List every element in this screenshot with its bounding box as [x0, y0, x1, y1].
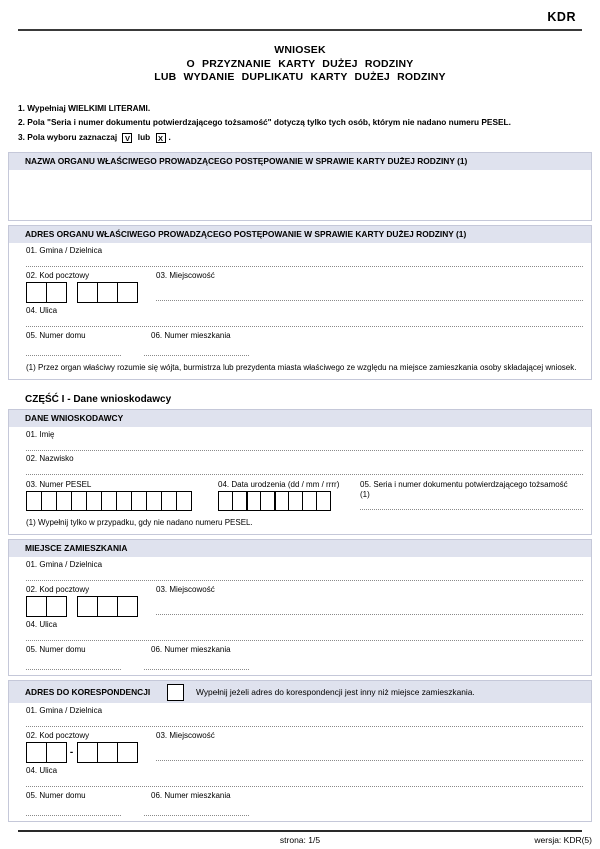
imie-label: 01. Imię: [26, 430, 55, 439]
residence-number-lines: [26, 669, 591, 670]
correspondence-numer-mieszkania-label: 06. Numer mieszkania: [151, 791, 231, 800]
organ-ulica-input-line[interactable]: [26, 316, 583, 327]
correspondence-numer-domu-input-line[interactable]: [26, 815, 121, 816]
instruction-3-or: lub: [137, 131, 151, 142]
form-title: [0, 44, 600, 85]
instruction-3-period: .: [168, 131, 171, 142]
organ-miejscowosc-label: 03. Miejscowość: [156, 271, 215, 280]
correspondence-note: Wypełnij jeżeli adres do korespondencji jest inny niż miejsce zamieszkania.: [196, 686, 475, 697]
correspondence-postal-row: [9, 728, 591, 763]
organ-gmina-label: 01. Gmina / Dzielnica: [26, 246, 103, 255]
residence-body: [9, 557, 591, 675]
residence-numer-mieszkania-label: 06. Numer mieszkania: [151, 645, 231, 654]
residence-kod-label: 02. Kod pocztowy: [26, 585, 90, 594]
organ-numer-mieszkania-input-line[interactable]: [144, 355, 249, 356]
form-title-line1: WNIOSEK: [274, 44, 326, 56]
footer: [0, 835, 600, 846]
form-version: wersja: KDR(5): [534, 835, 592, 845]
applicant-id-row: [9, 477, 591, 511]
organ-name-input-area[interactable]: [9, 170, 591, 220]
residence-miejscowosc-label: 03. Miejscowość: [156, 585, 215, 594]
correspondence-miejscowosc-input-line[interactable]: [156, 760, 583, 761]
organ-postal-row: [9, 268, 591, 303]
section-applicant-title: DANE WNIOSKODAWCY: [9, 410, 591, 427]
residence-gmina-label: 01. Gmina / Dzielnica: [26, 560, 103, 569]
organ-postal-code-boxes[interactable]: [26, 282, 156, 303]
organ-numer-mieszkania-label: 06. Numer mieszkania: [151, 331, 231, 340]
section-residence-title: MIEJSCE ZAMIESZKANIA: [9, 540, 591, 557]
residence-ulica-label: 04. Ulica: [26, 620, 58, 629]
instructions: [18, 101, 582, 145]
pesel-boxes[interactable]: [26, 491, 218, 511]
organ-miejscowosc-input-line[interactable]: [156, 300, 583, 301]
residence-postal-code-boxes[interactable]: [26, 596, 156, 617]
section-organ-name: [8, 152, 592, 221]
organ-numer-domu-label: 05. Numer domu: [26, 331, 86, 340]
applicant-body: [9, 427, 591, 534]
crossmark-example-icon: X: [156, 133, 166, 143]
imie-input-line[interactable]: [26, 440, 583, 451]
residence-ulica-input-line[interactable]: [26, 630, 583, 641]
correspondence-checkbox[interactable]: [167, 684, 184, 701]
birthdate-label: 04. Data urodzenia (dd / mm / rrrr): [218, 480, 340, 489]
residence-number-row: [9, 642, 591, 655]
correspondence-kod-label: 02. Kod pocztowy: [26, 731, 90, 740]
organ-address-body: [9, 243, 591, 379]
correspondence-numer-domu-label: 05. Numer domu: [26, 791, 86, 800]
residence-numer-domu-label: 05. Numer domu: [26, 645, 86, 654]
correspondence-ulica-input-line[interactable]: [26, 776, 583, 787]
correspondence-ulica-label: 04. Ulica: [26, 766, 58, 775]
correspondence-number-lines: [26, 815, 591, 816]
form-title-line2: O PRZYZNANIE KARTY DUŻEJ RODZINY: [186, 57, 414, 70]
header-rule: [18, 29, 582, 31]
organ-gmina-input-line[interactable]: [26, 256, 583, 267]
correspondence-miejscowosc-label: 03. Miejscowość: [156, 731, 215, 740]
correspondence-numer-mieszkania-input-line[interactable]: [144, 815, 249, 816]
section-organ-address: [8, 225, 592, 380]
residence-numer-mieszkania-input-line[interactable]: [144, 669, 249, 670]
correspondence-postal-code-boxes[interactable]: [26, 742, 156, 763]
instruction-2: 2. Pola "Seria i numer dokumentu potwierdzającego tożsamość" dotyczą tylko tych osób, którym nie nadano numeru PESEL.: [18, 117, 511, 127]
birthdate-boxes[interactable]: [218, 491, 360, 511]
section-residence: [8, 539, 592, 676]
postal-dash: -: [69, 747, 74, 758]
instruction-1: 1. Wypełniaj WIELKIMI LITERAMI.: [18, 102, 151, 113]
organ-numer-domu-input-line[interactable]: [26, 355, 121, 356]
document-label: 05. Seria i numer dokumentu potwierdzającego tożsamość (1): [360, 480, 568, 499]
section-organ-address-title: ADRES ORGANU WŁAŚCIWEGO PROWADZĄCEGO POSTĘPOWANIE W SPRAWIE KARTY DUŻEJ RODZINY (1): [9, 226, 591, 243]
section-correspondence-header: [9, 681, 591, 703]
correspondence-gmina-input-line[interactable]: [26, 716, 583, 727]
form-code: KDR: [547, 10, 576, 24]
page-number: strona: 1/5: [279, 835, 321, 845]
correspondence-number-row: [9, 788, 591, 801]
applicant-footnote: (1) Wypełnij tylko w przypadku, gdy nie nadano numeru PESEL.: [26, 518, 253, 527]
organ-footnote: (1) Przez organ właściwy rozumie się wójta, burmistrza lub prezydenta miasta właściwego ze względu na miejsce zamieszkania osoby składającej wniosek.: [26, 363, 577, 372]
residence-miejscowosc-input-line[interactable]: [156, 614, 583, 615]
residence-gmina-input-line[interactable]: [26, 570, 583, 581]
residence-numer-domu-input-line[interactable]: [26, 669, 121, 670]
organ-kod-label: 02. Kod pocztowy: [26, 271, 90, 280]
instruction-3: [18, 130, 582, 145]
document-input-line[interactable]: [360, 509, 583, 510]
nazwisko-input-line[interactable]: [26, 464, 583, 475]
checkmark-example-icon: V: [122, 133, 132, 143]
section-correspondence: [8, 680, 592, 822]
correspondence-body: [9, 703, 591, 821]
part1-heading: CZĘŚĆ I - Dane wnioskodawcy: [25, 394, 172, 405]
residence-postal-row: [9, 582, 591, 617]
form-title-line3: LUB WYDANIE DUPLIKATU KARTY DUŻEJ RODZINY: [154, 71, 446, 83]
section-organ-name-title: NAZWA ORGANU WŁAŚCIWEGO PROWADZĄCEGO POSTĘPOWANIE W SPRAWIE KARTY DUŻEJ RODZINY (1): [9, 153, 591, 170]
nazwisko-label: 02. Nazwisko: [26, 454, 74, 463]
section-applicant-data: [8, 409, 592, 535]
organ-ulica-label: 04. Ulica: [26, 306, 58, 315]
footer-rule: [18, 830, 582, 832]
instruction-3-text: 3. Pola wyboru zaznaczaj: [18, 131, 118, 142]
section-correspondence-title: ADRES DO KORESPONDENCJI: [25, 686, 151, 697]
correspondence-gmina-label: 01. Gmina / Dzielnica: [26, 706, 103, 715]
organ-number-row: [9, 328, 591, 341]
pesel-label: 03. Numer PESEL: [26, 480, 92, 489]
